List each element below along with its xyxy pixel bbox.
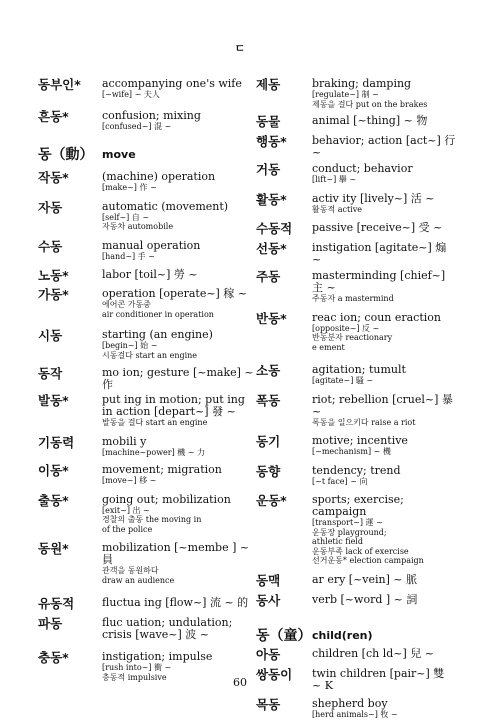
- entry-definition: agitation; tumult: [312, 363, 406, 376]
- entry-detail: [~wife] ~ 夫人: [102, 90, 160, 99]
- entry-detail: [move~] 移 ~: [102, 476, 157, 485]
- entry-definition: conduct; behavior: [312, 162, 413, 175]
- dictionary-entry: [256, 574, 456, 588]
- entry-body: [312, 574, 456, 586]
- entry-definition: twin children [pair~] 雙 ~ K: [312, 666, 445, 692]
- entry-definition: in action [depart~] 發 ~: [102, 405, 236, 418]
- entry-headword: 주동: [256, 269, 281, 284]
- entry-headword: 시동: [38, 328, 63, 343]
- entry-headword: 발동*: [38, 393, 69, 408]
- entry-definition: children [ch ld~] 兒 ~: [312, 646, 434, 660]
- entry-definition: mo ion; gesture [~make] ~ 作: [102, 366, 254, 391]
- entry-definition: masterminding [chief~] 主 ~: [312, 269, 446, 294]
- entry-detail: 선거운동* election campaign: [312, 556, 424, 565]
- dictionary-entry: [38, 367, 258, 391]
- entry-headword: 작동*: [38, 170, 69, 185]
- entry-headword: 기동력: [38, 434, 75, 450]
- dictionary-entry: [256, 435, 456, 457]
- entry-detail: [opposite~] 反 ~: [312, 323, 380, 333]
- entry-definition: crisis [wave~] 波 ~: [102, 628, 209, 641]
- entry-body: [102, 240, 258, 262]
- entry-body: [102, 171, 258, 193]
- entry-body: [312, 648, 456, 660]
- entry-detail: athletic field: [312, 537, 363, 546]
- entry-detail: [exit~] 出 ~: [102, 505, 150, 515]
- dictionary-entry: [256, 698, 456, 720]
- entry-headword: 유동적: [38, 596, 75, 611]
- entry-body: [102, 617, 258, 641]
- entry-headword: 소동: [256, 363, 281, 378]
- entry-definition: shepherd boy: [312, 696, 388, 710]
- entry-headword: 목동: [256, 696, 281, 712]
- dictionary-entry: [256, 163, 456, 185]
- entry-detail: [make~] 作 ~: [102, 183, 157, 192]
- entry-definition: motive; incentive: [312, 434, 408, 447]
- entry-detail: draw an audience: [102, 575, 175, 585]
- entry-definition: behavior; action [act~] 行 ~: [312, 134, 456, 159]
- entry-definition: instigation [agitate~] 煽 ~: [312, 241, 447, 266]
- dictionary-entry: [256, 270, 456, 304]
- entry-body: [102, 494, 258, 535]
- dictionary-entry: [256, 242, 456, 266]
- entry-body: [102, 201, 258, 232]
- entry-headword: 활동*: [256, 191, 287, 207]
- entry-headword: 동작: [38, 366, 63, 381]
- dictionary-entry: [256, 494, 456, 566]
- entry-headword: 동사: [256, 592, 281, 608]
- entry-detail: [hand~] 手 ~: [102, 251, 155, 261]
- entry-definition: child(ren): [312, 628, 373, 642]
- entry-body: [312, 270, 456, 304]
- entry-detail: 자동차 automobile: [102, 222, 174, 231]
- entry-definition: braking; damping: [312, 77, 412, 90]
- dictionary-entry: [38, 329, 258, 360]
- entry-headword: 동맥: [256, 572, 281, 588]
- entry-definition: accompanying one's wife: [102, 77, 242, 90]
- dictionary-entry: [38, 78, 258, 100]
- dictionary-entry: [38, 269, 258, 283]
- entry-body: [312, 193, 456, 215]
- entry-body: [312, 465, 456, 487]
- entry-detail: air conditioner in operation: [102, 309, 214, 319]
- entry-headword: 동（童）: [256, 627, 312, 644]
- entry-definition: passive [receive~] 受 ~: [312, 221, 443, 234]
- entry-detail: [regulate~] 制 ~: [312, 90, 379, 99]
- entry-headword: 제동: [256, 77, 281, 92]
- entry-body: [102, 147, 258, 163]
- entry-detail: 에어콘 가동중: [102, 300, 151, 309]
- dictionary-entry: [256, 465, 456, 487]
- entry-detail: [agitate~] 騷 ~: [312, 376, 374, 385]
- entry-headword: 자동: [38, 199, 63, 215]
- dictionary-entry: [256, 78, 456, 109]
- entry-detail: [~mechanism] ~ 機: [312, 447, 391, 456]
- dictionary-entry: [38, 464, 258, 486]
- entry-headword: 동향: [256, 463, 281, 479]
- entry-detail: [lift~] 擧 ~: [312, 175, 357, 184]
- entry-body: [102, 464, 258, 486]
- dictionary-entry: [38, 494, 258, 535]
- entry-detail: [self~] 自 ~: [102, 212, 150, 222]
- entry-definition: fluc uation; undulation;: [102, 616, 233, 629]
- entry-definition: move: [102, 148, 136, 161]
- dictionary-entry: [38, 394, 258, 428]
- entry-definition: animal [~thing] ~ 物: [312, 114, 428, 127]
- entry-headword: 쌍동이: [256, 666, 293, 682]
- entry-detail: 주동자 a mastermind: [312, 294, 394, 303]
- entry-definition: (machine) operation: [102, 170, 216, 183]
- entry-body: [312, 135, 456, 159]
- dictionary-entry: [38, 240, 258, 262]
- entry-definition: ar ery [~vein] ~ 脈: [312, 572, 418, 586]
- entry-detail: of the police: [102, 524, 153, 534]
- entry-body: [102, 367, 258, 391]
- entry-definition: movement; migration: [102, 463, 222, 476]
- dictionary-entry: [38, 617, 258, 641]
- right-column: [256, 78, 456, 719]
- entry-body: [102, 436, 258, 458]
- entry-detail: 활동적 active: [312, 204, 363, 214]
- entry-headword: 아동: [256, 646, 281, 662]
- dictionary-entry: [256, 394, 456, 428]
- entry-headword: 수동: [38, 238, 63, 254]
- entry-headword: 충동*: [38, 650, 69, 665]
- entry-body: [102, 394, 258, 428]
- entry-body: [312, 78, 456, 109]
- dictionary-entry: [38, 110, 258, 132]
- entry-body: [312, 115, 456, 127]
- entry-detail: 운동부족 lack of exercise: [312, 546, 409, 556]
- entry-body: [312, 312, 456, 353]
- entry-body: [312, 698, 456, 720]
- entry-detail: 경찰의 출동 the moving in: [102, 515, 202, 524]
- entry-headword: 동（動）: [38, 147, 94, 163]
- entry-definition: activ ity [lively~] 活 ~: [312, 191, 435, 205]
- entry-detail: [confused~] 混 ~: [102, 121, 172, 131]
- entry-definition: fluctua ing [flow~] 流 ~ 的: [102, 596, 249, 609]
- entry-definition: manual operation: [102, 238, 201, 252]
- entry-headword: 수동적: [256, 221, 293, 236]
- entry-headword: 거동: [256, 162, 281, 177]
- entry-headword: 이동*: [38, 463, 69, 478]
- entry-headword: 가동*: [38, 287, 69, 302]
- entry-detail: 반동분자 reactionary: [312, 333, 393, 342]
- entry-detail: 폭동을 일으키다 raise a riot: [312, 417, 416, 427]
- entry-headword: 동원*: [38, 541, 69, 556]
- entry-body: [312, 222, 456, 234]
- dictionary-entry: [38, 436, 258, 458]
- entry-definition: tendency; trend: [312, 463, 401, 477]
- entry-body: [312, 435, 456, 457]
- page-header-letter: ㄷ: [234, 42, 246, 55]
- entry-detail: [rush into~] 衝 ~: [102, 663, 172, 672]
- entry-headword: 동부인*: [38, 77, 81, 92]
- entry-definition: going out; mobilization: [102, 492, 231, 506]
- dictionary-entry: [38, 201, 258, 232]
- dictionary-entry: [38, 597, 258, 611]
- entry-headword: 반동*: [256, 310, 287, 326]
- entry-detail: 시동걸다 start an engine: [102, 350, 198, 360]
- dictionary-entry: [256, 594, 456, 608]
- entry-headword: 출동*: [38, 492, 69, 508]
- entry-headword: 파동: [38, 616, 63, 631]
- entry-definition: sports; exercise; campaign: [312, 493, 404, 518]
- entry-detail: [machine~power] 機 ~ 力: [102, 447, 206, 457]
- entry-definition: riot; rebellion [cruel~] 暴 ~: [312, 392, 453, 418]
- entry-body: [102, 542, 258, 585]
- entry-definition: verb [~word ] ~ 詞: [312, 592, 418, 606]
- entry-body: [102, 269, 258, 281]
- dictionary-entry: [38, 288, 258, 319]
- entry-headword: 노동*: [38, 268, 69, 283]
- entry-definition: put ing in motion; put ing: [102, 393, 245, 406]
- entry-definition: operation [operate~] 稼 ~: [102, 287, 248, 300]
- entry-definition: instigation; impulse: [102, 650, 213, 663]
- entry-headword: 동기: [256, 434, 281, 449]
- entry-detail: [~t face] ~ 向: [312, 476, 368, 486]
- entry-body: [312, 494, 456, 566]
- entry-headword: 폭동: [256, 392, 281, 408]
- dictionary-entry: [256, 135, 456, 159]
- dictionary-entry: [256, 312, 456, 353]
- entry-body: [102, 110, 258, 132]
- entry-definition: labor [toil~] 勞 ~: [102, 268, 198, 281]
- entry-headword: 흔동*: [38, 108, 69, 124]
- entry-body: [312, 163, 456, 185]
- dictionary-entry: [256, 222, 456, 236]
- dictionary-entry: [38, 171, 258, 193]
- section-heading: [38, 147, 258, 163]
- entry-detail: [begin~] 始 ~: [102, 341, 158, 350]
- entry-detail: e ement: [312, 342, 345, 352]
- entry-detail: 제동을 걸다 put on the brakes: [312, 99, 428, 109]
- dictionary-entry: [256, 193, 456, 215]
- dictionary-entry: [256, 648, 456, 662]
- entry-body: [102, 288, 258, 319]
- entry-body: [312, 594, 456, 606]
- entry-detail: 운동장 playground;: [312, 527, 387, 537]
- entry-detail: 충동적 impulsive: [102, 672, 167, 682]
- entry-detail: [herd animals~] 牧 ~: [312, 709, 398, 719]
- entry-body: [312, 628, 456, 644]
- entry-definition: mobilization [~membe ] ~ 員: [102, 541, 250, 566]
- entry-headword: 운동*: [256, 493, 287, 508]
- entry-definition: automatic (movement): [102, 199, 229, 213]
- entry-detail: 관객을 동원하다: [102, 566, 159, 575]
- entry-body: [312, 394, 456, 428]
- entry-body: [102, 78, 258, 100]
- entry-body: [102, 329, 258, 360]
- entry-detail: [transport~] 運 ~: [312, 518, 383, 527]
- entry-headword: 선동*: [256, 241, 287, 256]
- entry-body: [312, 364, 456, 386]
- entry-headword: 행동*: [256, 134, 287, 149]
- entry-detail: 발동을 걸다 start an engine: [102, 418, 208, 427]
- section-heading: [256, 628, 456, 644]
- entry-body: [312, 242, 456, 266]
- left-column: [38, 78, 258, 682]
- entry-definition: reac ion; coun eraction: [312, 310, 441, 324]
- entry-headword: 동물: [256, 114, 281, 129]
- page-number: 60: [233, 676, 247, 689]
- entry-definition: confusion; mixing: [102, 108, 201, 122]
- dictionary-entry: [256, 115, 456, 129]
- entry-definition: starting (an engine): [102, 328, 213, 341]
- entry-definition: mobili y: [102, 434, 147, 448]
- entry-body: [102, 597, 258, 609]
- dictionary-entry: [38, 542, 258, 585]
- dictionary-entry: [256, 364, 456, 386]
